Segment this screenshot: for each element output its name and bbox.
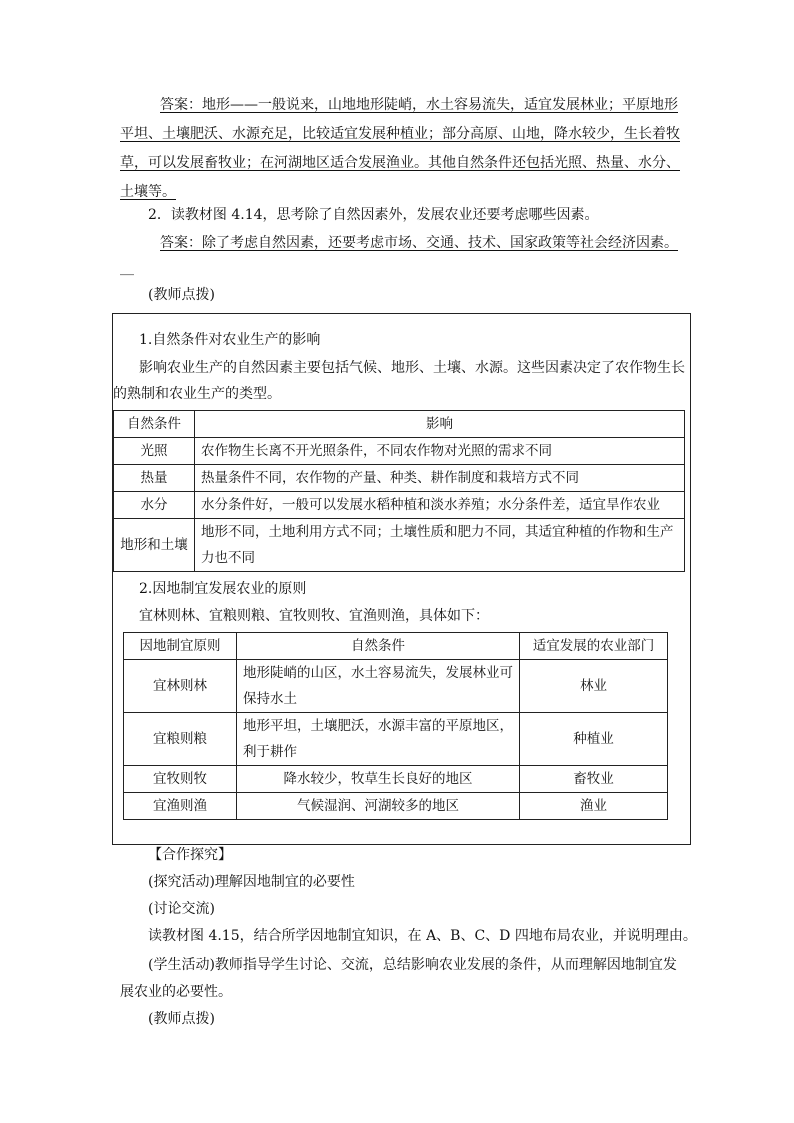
table-cell: 地形平坦，土壤肥沃，水源丰富的平原地区，利于耕作 [237, 713, 520, 766]
table-header: 影响 [195, 411, 685, 438]
table-cell: 降水较少，牧草生长良好的地区 [237, 766, 520, 793]
teacher-tip-2: (教师点拨) [148, 1011, 215, 1027]
table-header-row [114, 411, 685, 438]
table-cell: 气候湿润、河湖较多的地区 [237, 793, 520, 820]
table-cell: 林业 [520, 660, 668, 713]
table-row [114, 465, 685, 492]
principles-table [123, 632, 668, 820]
para-natural-factors-2: 的熟制和农业生产的类型。 [113, 386, 281, 402]
para-principles: 宜林则林、宜粮则粮、宜牧则牧、宜渔则渔，具体如下： [139, 608, 489, 624]
table-cell: 宜粮则粮 [124, 713, 237, 766]
table-cell: 农作物生长离不开光照条件，不同农作物对光照的需求不同 [195, 438, 685, 465]
table-row [114, 492, 685, 519]
table-cell: 地形和土壤 [114, 519, 195, 572]
activity-heading: (探究活动)理解因地制宜的必要性 [148, 874, 355, 890]
answer-1-line-4: 土壤等。 [120, 184, 176, 200]
answer-2-tail: __ [120, 260, 134, 276]
natural-conditions-table [113, 410, 685, 572]
teacher-tip-1: (教师点拨) [148, 287, 215, 303]
table-cell: 热量条件不同，农作物的产量、种类、耕作制度和栽培方式不同 [195, 465, 685, 492]
table-cell: 畜牧业 [520, 766, 668, 793]
para-natural-factors-1: 影响农业生产的自然因素主要包括气候、地形、土壤、水源。这些因素决定了农作物生长 [139, 360, 685, 376]
table-cell: 宜林则林 [124, 660, 237, 713]
table-row [114, 438, 685, 465]
question-2: 2．读教材图 4.14，思考除了自然因素外，发展农业还要考虑哪些因素。 [148, 207, 599, 223]
answer-1-line-1: 答案：地形——一般说来，山地地形陡峭，水土容易流失，适宜发展林业；平原地形 [160, 97, 678, 113]
table-header: 自然条件 [114, 411, 195, 438]
answer-1-line-2: 平坦、土壤肥沃、水源充足，比较适宜发展种植业；部分高原、山地，降水较少，生长着牧 [120, 126, 680, 142]
table-cell: 宜牧则牧 [124, 766, 237, 793]
section-title: 【合作探究】 [148, 847, 232, 863]
heading-natural-conditions: 1.自然条件对农业生产的影响 [139, 332, 321, 348]
table-row [124, 766, 668, 793]
table-header: 适宜发展的农业部门 [520, 633, 668, 660]
table-row [124, 660, 668, 713]
heading-principles: 2.因地制宜发展农业的原则 [139, 581, 307, 597]
table-header-row [124, 633, 668, 660]
table-cell: 光照 [114, 438, 195, 465]
answer-2: 答案：除了考虑自然因素，还要考虑市场、交通、技术、国家政策等社会经济因素。 [160, 235, 678, 251]
answer-1 [120, 95, 684, 211]
reading-task: 读教材图 4.15，结合所学因地制宜知识，在 A、B、C、D 四地布局农业，并说明理由。 [148, 928, 697, 944]
table-cell: 地形陡峭的山区，水土容易流失，发展林业可保持水土 [237, 660, 520, 713]
table-cell: 水分 [114, 492, 195, 519]
table-cell: 种植业 [520, 713, 668, 766]
table-cell: 热量 [114, 465, 195, 492]
table-cell: 渔业 [520, 793, 668, 820]
table-cell: 水分条件好，一般可以发展水稻种植和淡水养殖；水分条件差，适宜旱作农业 [195, 492, 685, 519]
table-cell: 宜渔则渔 [124, 793, 237, 820]
discussion-heading: (讨论交流) [148, 901, 215, 917]
student-activity-1: (学生活动)教师指导学生讨论、交流，总结影响农业发展的条件，从而理解因地制宜发 [148, 957, 677, 973]
table-row [124, 713, 668, 766]
answer-1-line-3: 草，可以发展畜牧业；在河湖地区适合发展渔业。其他自然条件还包括光照、热量、水分、 [120, 155, 680, 171]
table-row [114, 519, 685, 572]
table-header: 自然条件 [237, 633, 520, 660]
table-row [124, 793, 668, 820]
table-cell: 地形不同，土地利用方式不同；土壤性质和肥力不同，其适宜种植的作物和生产力也不同 [195, 519, 685, 572]
teacher-tip-box [112, 313, 691, 845]
student-activity-2: 展农业的必要性。 [120, 984, 232, 1000]
table-header: 因地制宜原则 [124, 633, 237, 660]
